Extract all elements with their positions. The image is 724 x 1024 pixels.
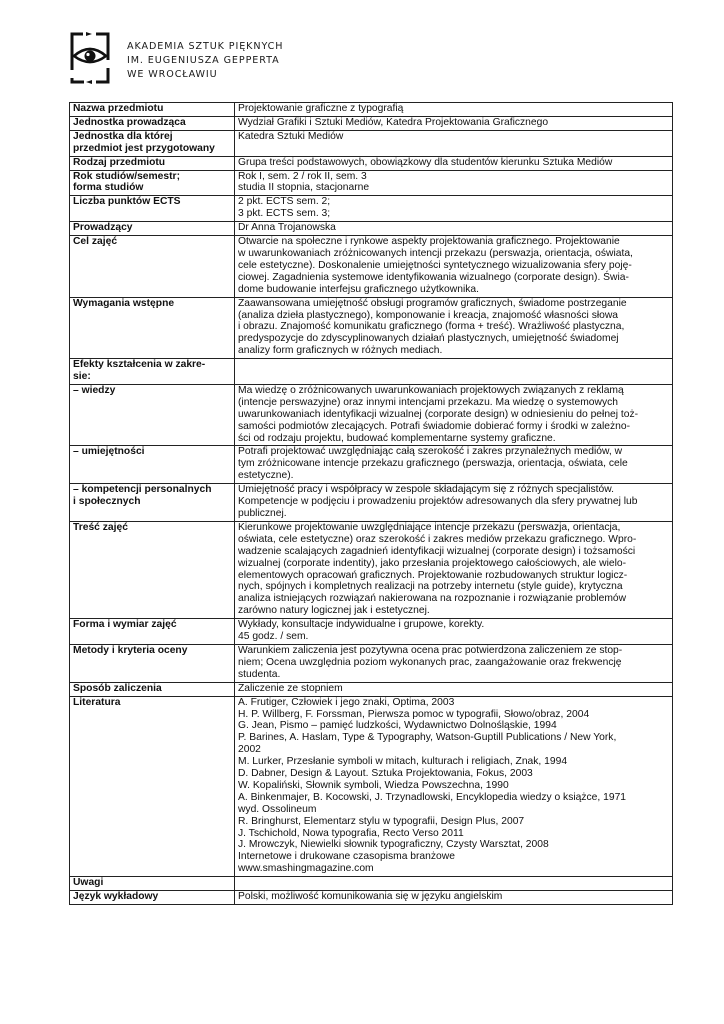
field-label: Uwagi [70,877,235,891]
field-label: Rok studiów/semestr; forma studiów [70,170,235,196]
institution-header [66,30,366,88]
institution-name [127,40,283,82]
field-value [235,877,673,891]
table-row [70,891,673,905]
table-row [70,196,673,222]
table-row [70,359,673,385]
table-row [70,116,673,130]
field-value: Otwarcie na społeczne i rynkowe aspekty projektowania graficznego. Projektowanie w uwarunkowaniach zróżnicowanych intencji przekazu (perswazja, orientacja, oświata, cele estetyczne). Doskonalenie umiejętności syntetycznego wizualizowania sfery poję- ciowej. Zagadnienia systemowe identyfikowania wizualnego (corporate design). Świa- dome budowanie interfejsu graficznego użytkownika. [235,236,673,298]
field-value: Zaawansowana umiejętność obsługi programów graficznych, świadome postrzeganie (analiza dzieła plastycznego), komponowanie i kreacja, znajomość własności słowa i obrazu. Znajomość komunikatu graficznego (forma + treść). Wrażliwość plastyczna, predyspozycje do zdyscyplinowanych działań plastycznych, umiejętność świadomej analizy form graficznych w różnych mediach. [235,297,673,359]
institution-name-line-2: IM. EUGENIUSZA GEPPERTA [127,55,280,66]
field-label: Forma i wymiar zajęć [70,619,235,645]
field-label: Liczba punktów ECTS [70,196,235,222]
table-row [70,236,673,298]
course-description-table [69,102,673,905]
field-value: 2 pkt. ECTS sem. 2; 3 pkt. ECTS sem. 3; [235,196,673,222]
table-row [70,222,673,236]
table-row [70,384,673,446]
field-value: Katedra Sztuki Mediów [235,130,673,156]
field-label: – umiejętności [70,446,235,484]
field-value: Warunkiem zaliczenia jest pozytywna ocena prac potwierdzona zaliczeniem ze stop- niem; Ocena uwzględnia poziom wykonanych prac, zaangażowanie oraz frekwencję studenta. [235,644,673,682]
field-label: Język wykładowy [70,891,235,905]
table-row [70,484,673,522]
field-value: Polski, możliwość komunikowania się w języku angielskim [235,891,673,905]
field-value: Wydział Grafiki i Sztuki Mediów, Katedra Projektowania Graficznego [235,116,673,130]
field-value: Projektowanie graficzne z typografią [235,103,673,117]
field-value: Zaliczenie ze stopniem [235,682,673,696]
field-label: Metody i kryteria oceny [70,644,235,682]
table-row [70,696,673,877]
field-label: Prowadzący [70,222,235,236]
field-label: Nazwa przedmiotu [70,103,235,117]
field-label: – wiedzy [70,384,235,446]
table-row [70,103,673,117]
field-label: Literatura [70,696,235,877]
field-value: Umiejętność pracy i współpracy w zespole składającym się z różnych specjalistów. Kompetencje w podjęciu i prowadzeniu projektów adresowanych dla sfery prywatnej lub publicznej. [235,484,673,522]
field-value: Ma wiedzę o zróżnicowanych uwarunkowaniach projektowych związanych z reklamą (intencje perswazyjne) oraz innymi intencjami przekazu. Ma wiedzę o systemowych uwarunkowaniach identyfikacji wizualnej (corporate design) w odniesieniu do pełnej toż- samości podmiotów zlecających. Potrafi świadomie dobierać formy i środki w zależno- ści od rodzaju projektu, budować komplementarne systemy graficzne. [235,384,673,446]
field-label: Efekty kształcenia w zakre- sie: [70,359,235,385]
eye-logo-icon [66,30,114,86]
field-value: Rok I, sem. 2 / rok II, sem. 3 studia II stopnia, stacjonarne [235,170,673,196]
field-value: Potrafi projektować uwzględniając całą szerokość i zakres przynależnych mediów, w tym zróżnicowane intencje przekazu graficznego (perswazja, orientacja, oświata, cele estetyczne). [235,446,673,484]
field-label: Wymagania wstępne [70,297,235,359]
table-row [70,156,673,170]
field-value: Dr Anna Trojanowska [235,222,673,236]
table-row [70,877,673,891]
field-label: Rodzaj przedmiotu [70,156,235,170]
table-row [70,446,673,484]
table-row [70,644,673,682]
institution-name-line-1: AKADEMIA SZTUK PIĘKNYCH [127,41,284,52]
field-label: Sposób zaliczenia [70,682,235,696]
table-row [70,297,673,359]
table-row [70,682,673,696]
table-row [70,619,673,645]
table-row [70,130,673,156]
field-value: A. Frutiger, Człowiek i jego znaki, Optima, 2003 H. P. Willberg, F. Forssman, Pierwsza pomoc w typografii, Słowo/obraz, 2004 G. Jean, Pismo – pamięć ludzkości, Wydawnictwo Dolnośląskie, 1994 P. Barines, A. Haslam, Type & Typography, Watson-Guptill Publications / New York, 2002 M. Lurker, Przesłanie symboli w mitach, kulturach i religiach, Znak, 1994 D. Dabner, Design & Layout. Sztuka Projektowania, Fokus, 2003 W. Kopaliński, Słownik symboli, Wiedza Powszechna, 1990 A. Binkenmajer, B. Kocowski, J. Trzynadlowski, Encyklopedia wiedzy o książce, 1971 wyd. Ossolineum R. Bringhurst, Elementarz stylu w typografii, Design Plus, 2007 J. Tschichold, Nowa typografia, Recto Verso 2011 J. Mrowczyk, Niewielki słownik typograficzny, Czysty Warsztat, 2008 Internetowe i drukowane czasopisma branżowe www.smashingmagazine.com [235,696,673,877]
table-row [70,521,673,618]
table-row [70,170,673,196]
field-label: Cel zajęć [70,236,235,298]
field-value: Wykłady, konsultacje indywidualne i grupowe, korekty. 45 godz. / sem. [235,619,673,645]
field-label: – kompetencji personalnych i społecznych [70,484,235,522]
field-value: Kierunkowe projektowanie uwzględniające intencje przekazu (perswazja, orientacja, oświata, cele estetyczne) oraz szerokość i zakres mediów przekazu graficznego. Wpro- wadzenie scalających zagadnień identyfikacji wizualnej (corporate design) i tożsamości wizualnej (corporate indentity), jako przesłania projektowego całościowych, ale wielo- elementowych opracowań graficznych. Projektowanie rozbudowanych struktur logicz- nych, spójnych i kompletnych realizacji na potrzeby internetu (style guide), krytyczna analiza istniejących rozwiązań nakierowana na rozpoznanie i rozwiązanie problemów zarówno natury logicznej jak i estetycznej. [235,521,673,618]
field-label: Jednostka dla której przedmiot jest przygotowany [70,130,235,156]
field-label: Jednostka prowadząca [70,116,235,130]
field-label: Treść zajęć [70,521,235,618]
institution-name-line-3: WE WROCŁAWIU [127,69,218,80]
field-value [235,359,673,385]
field-value: Grupa treści podstawowych, obowiązkowy dla studentów kierunku Sztuka Mediów [235,156,673,170]
